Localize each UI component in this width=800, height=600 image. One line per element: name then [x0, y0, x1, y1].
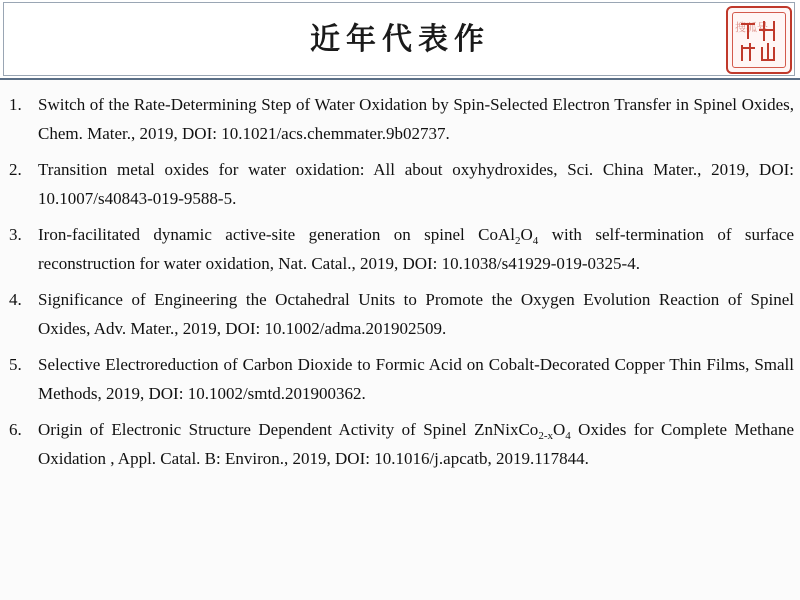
- publication-text: [38, 420, 794, 468]
- seal-icon: [732, 12, 786, 68]
- publication-text-segment: Significance of Engineering the Octahedral Units to Promote the Oxygen Evolution Reaction of Spinel Oxides, Adv. Mater., 2019, DOI: 10.1002/adma.201902509.: [38, 290, 794, 338]
- watermark-text: 搜狐号: [735, 21, 768, 34]
- publication-text-segment: O: [520, 225, 533, 244]
- publication-text: [38, 225, 794, 273]
- publication-text-segment: Selective Electroreduction of Carbon Dioxide to Formic Acid on Cobalt-Decorated Copper Thin Films, Small Methods, 2019, DOI: 10.1002/smtd.201900362.: [38, 355, 794, 403]
- publication-item: [0, 155, 800, 213]
- publication-text-segment: Switch of the Rate-Determining Step of Water Oxidation by Spin-Selected Electron Transfer in Spinel Oxides, Chem. Mater., 2019, DOI: 10.1021/acs.chemmater.9b02737.: [38, 95, 794, 143]
- publication-text-segment: Oxides for Complete Methane Oxidation , Appl. Catal. B: Environ., 2019, DOI: 10.1016/j.apcatb, 2019.117844.: [38, 420, 794, 468]
- publication-text-segment: Iron-facilitated dynamic active-site generation on spinel CoAl: [38, 225, 516, 244]
- publication-text: [38, 160, 794, 208]
- publication-item: [0, 415, 800, 473]
- formula-subscript: 4: [532, 235, 539, 247]
- formula-subscript: 4: [565, 430, 571, 442]
- publication-text: [38, 290, 794, 338]
- header: [0, 0, 800, 80]
- publication-text-segment: with self-termination of surface reconstruction for water oxidation, Nat. Catal., 2019, DOI: 10.1038/s41929-019-0325-4.: [38, 225, 794, 273]
- publication-text: [38, 95, 794, 143]
- formula-subscript: 2-x: [538, 430, 553, 442]
- publication-number: 6.: [9, 420, 22, 439]
- formula-subscript: 2: [515, 235, 521, 247]
- publication-number: 4.: [9, 290, 22, 309]
- header-divider: [0, 78, 800, 80]
- publication-number: 2.: [9, 160, 22, 179]
- publication-number: 1.: [9, 95, 22, 114]
- publication-item: [0, 90, 800, 148]
- publication-item: [0, 220, 800, 278]
- publication-list: [0, 90, 800, 480]
- page-title: 近年代表作: [310, 22, 490, 57]
- publication-text-segment: O: [552, 420, 566, 439]
- publication-item: [0, 350, 800, 408]
- publication-text-segment: Origin of Electronic Structure Dependent Activity of Spinel ZnNixCo: [38, 420, 539, 439]
- publication-text: [38, 355, 794, 403]
- publication-number: 5.: [9, 355, 22, 374]
- publication-text-segment: Transition metal oxides for water oxidation: All about oxyhydroxides, Sci. China Mater., 2019, DOI: 10.1007/s40843-019-9588-5.: [38, 160, 794, 208]
- publication-number: 3.: [9, 225, 22, 244]
- publication-item: [0, 285, 800, 343]
- seal-logo: [726, 6, 792, 74]
